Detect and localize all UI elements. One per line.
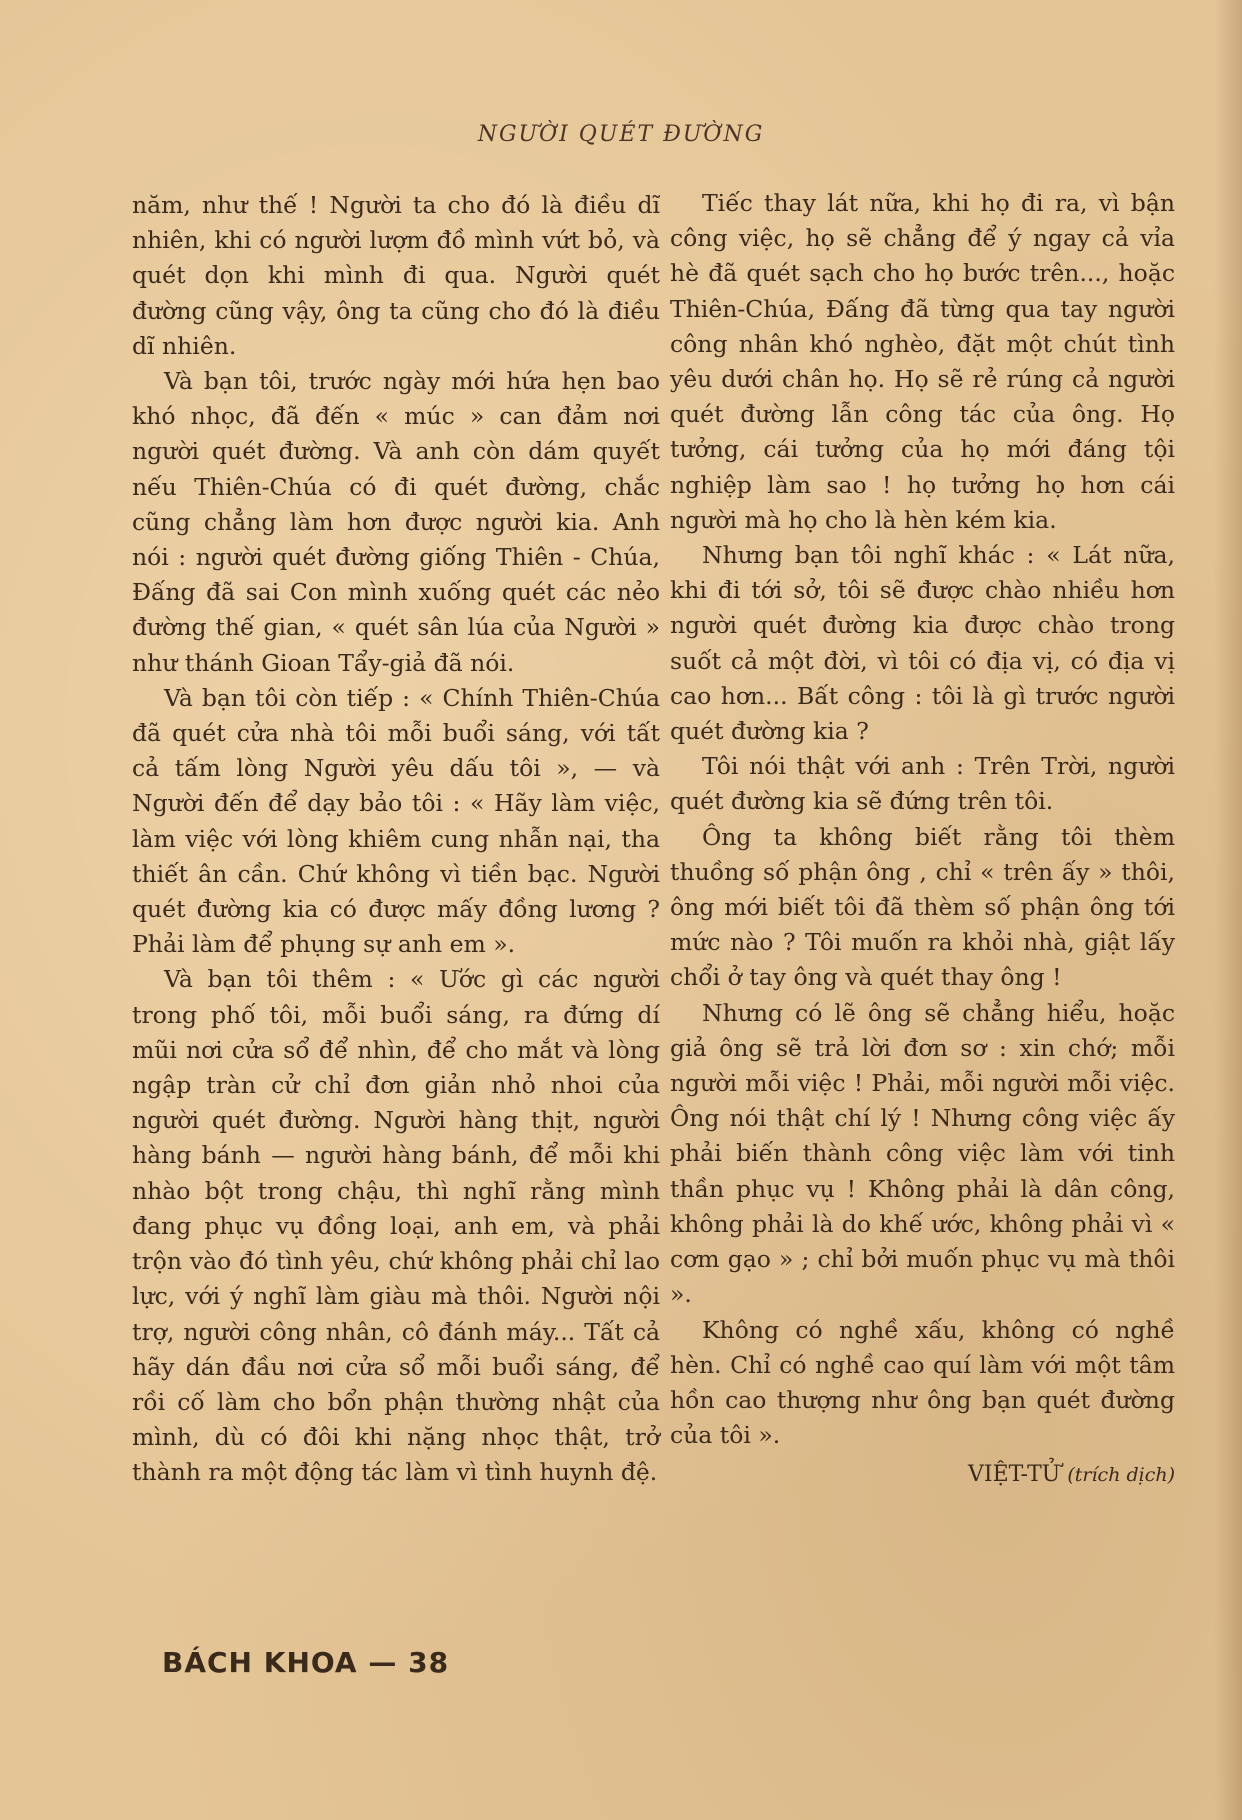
paragraph: Và bạn tôi, trước ngày mới hứa hẹn bao khó nhọc, đã đến « múc » can đảm nơi người quét đường. Và anh còn dám quyết nếu Thiên-Chúa có đi quét đường, chắc cũng chẳng làm hơn được người kia. Anh nói : người quét đường giống Thiên - Chúa, Đấng đã sai Con mình xuống quét các nẻo đường thế gian, « quét sân lúa của Người » như thánh Gioan Tẩy-giả đã nói. [132,367,660,677]
translation-note: (trích dịch) [1067,1464,1175,1487]
paragraph: Ông ta không biết rằng tôi thèm thuồng số phận ông , chỉ « trên ấy » thôi, ông mới biết tôi đã thèm số phận ông tới mức nào ? Tôi muốn ra khỏi nhà, giật lấy chổi ở tay ông và quét thay ông ! [670,822,1175,992]
paragraph: Tiếc thay lát nữa, khi họ đi ra, vì bận công việc, họ sẽ chẳng để ý ngay cả vỉa hè đã quét sạch cho họ bước trên..., hoặc Thiên-Chúa, Đấng đã từng qua tay người công nhân khó nghèo, đặt một chút tình yêu dưới chân họ. Họ sẽ rẻ rúng cả người quét đường lẫn công tác của ông. Họ tưởng, cái tưởng của họ mới đáng tội nghiệp làm sao ! họ tưởng họ hơn cái người mà họ cho là hèn kém kia. [670,189,1175,534]
paragraph: năm, như thế ! Người ta cho đó là điều dĩ nhiên, khi có người lượm đồ mình vứt bỏ, và quét dọn khi mình đi qua. Người quét đường cũng vậy, ông ta cũng cho đó là điều dĩ nhiên. [132,191,660,360]
page-footer: BÁCH KHOA — 38 [162,1646,450,1679]
author-name: VIỆT-TỬ [968,1462,1061,1488]
left-column [132,188,660,1491]
paragraph: Nhưng bạn tôi nghĩ khác : « Lát nữa, khi đi tới sở, tôi sẽ được chào nhiều hơn người quét đường kia được chào trong suốt cả một đời, vì tôi có địa vị, có địa vị cao hơn... Bất công : tôi là gì trước người quét đường kia ? [670,541,1175,746]
author-signature [670,1457,1175,1493]
right-column [670,186,1175,1494]
paragraph: Tôi nói thật với anh : Trên Trời, người quét đường kia sẽ đứng trên tôi. [670,752,1175,816]
running-head: NGƯỜI QUÉT ĐƯỜNG [477,122,765,147]
paragraph: Và bạn tôi còn tiếp : « Chính Thiên-Chúa đã quét cửa nhà tôi mỗi buổi sáng, với tất cả tấm lòng Người yêu dấu tôi », — và Người đến để dạy bảo tôi : « Hãy làm việc, làm việc với lòng khiêm cung nhẫn nại, tha thiết ân cần. Chứ không vì tiền bạc. Người quét đường kia có được mấy đồng lương ? Phải làm để phụng sự anh em ». [132,683,660,959]
paragraph: Nhưng có lẽ ông sẽ chẳng hiểu, hoặc giả ông sẽ trả lời đơn sơ : xin chớ; mỗi người mỗi việc ! Phải, mỗi người mỗi việc. Ông nói thật chí lý ! Nhưng công việc ấy phải biến thành công việc làm với tinh thần phục vụ ! Không phải là dân công, không phải là do khế ước, không phải vì « cơm gạo » ; chỉ bởi muốn phục vụ mà thôi ». [670,998,1175,1309]
paragraph: Và bạn tôi thêm : « Ước gì các người trong phố tôi, mỗi buổi sáng, ra đứng dí mũi nơi cửa sổ để nhìn, để cho mắt và lòng ngập tràn cử chỉ đơn giản nhỏ nhoi của người quét đường. Người hàng thịt, người hàng bánh — người hàng bánh, để mỗi khi nhào bột trong chậu, thì nghĩ rằng mình đang phục vụ đồng loại, anh em, và phải trộn vào đó tình yêu, chứ không phải chỉ lao lực, với ý nghĩ làm giàu mà thôi. Người nội trợ, người công nhân, cô đánh máy... Tất cả hãy dán đầu nơi cửa sổ mỗi buổi sáng, để rồi cố làm cho bổn phận thường nhật của mình, dù có đôi khi nặng nhọc thật, trở thành ra một động tác làm vì tình huynh đệ. [132,965,660,1487]
paragraph: Không có nghề xấu, không có nghề hèn. Chỉ có nghề cao quí làm với một tâm hồn cao thượng như ông bạn quét đường của tôi ». [670,1315,1175,1450]
page-edge-shadow [1214,0,1242,1820]
